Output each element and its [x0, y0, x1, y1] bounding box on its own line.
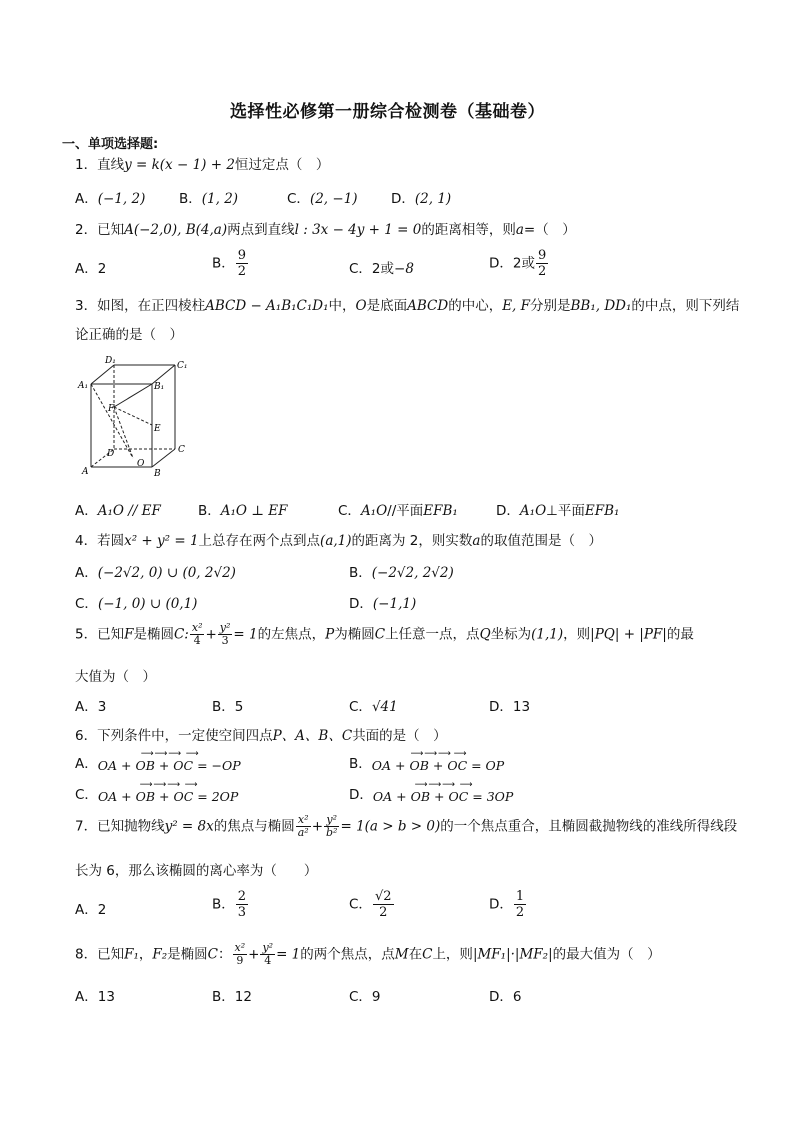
fraction-y2-b2: [324, 814, 339, 839]
fraction: [536, 248, 548, 279]
page-title: 选择性必修第一册综合检测卷（基础卷）: [230, 102, 545, 122]
prism-figure: [75, 352, 195, 480]
q4-option-c[interactable]: [75, 592, 197, 612]
q8-text: 的两个焦点，点: [300, 946, 395, 963]
q5-c: C:: [173, 626, 189, 643]
numerator: y²: [262, 941, 274, 954]
q7-text: 的一个焦点重合，且椭圆截抛物线的准线所得线段: [440, 818, 738, 835]
option-value: EFB₁: [423, 503, 458, 519]
question-4: [75, 529, 602, 549]
denominator: 4: [193, 634, 201, 647]
numerator: x²: [296, 814, 311, 827]
option-letter: D．: [349, 596, 373, 612]
option-text: A．2: [75, 261, 107, 277]
option-letter: B．: [349, 565, 372, 581]
denominator: 9: [236, 954, 244, 967]
option-letter: C．: [349, 699, 372, 715]
q4-option-b[interactable]: [349, 561, 454, 581]
numerator: 1: [515, 889, 525, 904]
option-value: OA + OB + OC = 2OP: [97, 789, 239, 804]
option-value: (−1, 2): [97, 191, 146, 207]
q3-o: O: [355, 298, 367, 314]
q5-p: P: [325, 626, 335, 643]
q5-f: F: [124, 626, 134, 643]
q2-stem: 2．已知: [75, 222, 125, 238]
fraction: [236, 248, 248, 279]
numerator: x²: [191, 621, 203, 634]
fraction-x2-4: [190, 622, 205, 647]
option-letter: C．: [349, 896, 372, 913]
segment-b1f: [114, 384, 152, 407]
option-value: (1, 2): [201, 191, 239, 207]
denominator: 2: [379, 905, 388, 920]
fraction-y2-3: [218, 622, 233, 647]
q8-option-a[interactable]: A．13: [75, 989, 115, 1005]
q4-option-d[interactable]: [349, 592, 416, 612]
q2-end: =（ ）: [523, 222, 576, 238]
arrow-marks: ⟶ ⟶ ⟶ ⟶: [414, 780, 472, 790]
numerator: √2: [374, 889, 392, 904]
question-5-line-1: 5．已知F是椭圆C: $\frac{\text{x²}}{4}$ + $\frac{\text{y²}}{3}$ = 1的左焦点，P为椭圆C上任意一点，点Q坐标为(1,1)，则|PQ| + |PF|的最: [75, 621, 694, 647]
q4-tail: 的取值范围是（ ）: [480, 533, 602, 549]
option-letter: A．: [75, 503, 98, 519]
label-a: A: [82, 467, 89, 477]
q4-mid2: 的距离为 2，则实数: [351, 533, 473, 549]
denominator: b²: [326, 826, 338, 839]
option-letter: A．: [75, 565, 98, 581]
q3-option-b[interactable]: [198, 499, 288, 519]
q5-option-a[interactable]: A．3: [75, 699, 107, 715]
q8-eq: = 1: [276, 946, 301, 963]
q2-option-c[interactable]: [349, 257, 414, 277]
q6-option-c[interactable]: [75, 780, 238, 803]
q4-eq: x² + y² = 1: [124, 533, 199, 549]
q5-text: 为椭圆: [334, 626, 375, 643]
q3-option-d[interactable]: [496, 499, 619, 519]
label-b1: B₁: [154, 382, 165, 392]
option-value: −8: [394, 261, 414, 277]
option-value: (−1,1): [372, 596, 417, 612]
q8-m: M: [394, 946, 409, 963]
option-value: EFB₁: [584, 503, 620, 519]
q5-expr: |PQ| + |PF|: [590, 626, 667, 643]
fraction-x2-a2: [296, 814, 311, 839]
q2-var: a: [515, 222, 524, 238]
option-value: A₁O ⊥ EF: [220, 503, 288, 519]
option-value: OA + OB + OC = −OP: [97, 758, 241, 773]
option-value: A₁O: [360, 503, 388, 519]
question-3-line-2: 论正确的是（ ）: [75, 327, 183, 343]
label-b: B: [154, 469, 161, 479]
q7-eq: y² = 8x: [164, 818, 214, 835]
q7-option-d[interactable]: [489, 889, 527, 920]
denominator: 2: [537, 264, 547, 279]
q2-points: A(−2,0), B(4,a): [124, 222, 228, 238]
q6-option-b[interactable]: [349, 749, 504, 772]
q3-text: 的中心，: [448, 298, 503, 314]
q1-stem: 1．直线: [75, 157, 125, 173]
section-heading: 一、单项选择题:: [62, 137, 159, 152]
option-text: ⊥平面: [546, 503, 585, 519]
q3-text: 分别是: [530, 298, 571, 314]
label-e: E: [154, 424, 161, 434]
option-value: (−1, 0) ∪ (0,1): [97, 596, 198, 612]
q5-option-b[interactable]: B．5: [212, 699, 244, 715]
edge-a1d1: [91, 365, 114, 384]
q2-mid: 两点到直线: [227, 222, 295, 238]
q8-option-b[interactable]: B．12: [212, 989, 252, 1005]
q2-option-b[interactable]: [212, 248, 249, 279]
q3-option-c[interactable]: [338, 499, 458, 519]
denominator: 3: [221, 634, 229, 647]
q5-option-c[interactable]: [349, 695, 398, 715]
q5-text: 坐标为: [490, 626, 532, 643]
arrow-marks: ⟶ ⟶ ⟶ ⟶: [140, 749, 198, 759]
q6-tail: 共面的是（ ）: [352, 728, 447, 744]
denominator: a²: [297, 826, 309, 839]
q8-text: 上，则: [432, 946, 473, 963]
denominator: 2: [237, 264, 247, 279]
q8-option-d[interactable]: D．6: [489, 989, 522, 1005]
q1-tail: 恒过定点（ ）: [234, 157, 330, 173]
q5-text: 的左焦点，: [257, 626, 326, 643]
option-letter: B．: [179, 191, 202, 207]
question-3-line-1: [75, 294, 739, 314]
option-value: (−2√2, 2√2): [371, 565, 454, 581]
q7-text: 的焦点与椭圆: [213, 818, 295, 835]
q8-text: ，: [138, 946, 153, 963]
question-2: [75, 218, 576, 238]
q3-text: 是底面: [366, 298, 408, 314]
q4-var: a: [472, 533, 481, 549]
q5-text: 上任意一点，点: [385, 626, 480, 643]
option-letter: D．: [496, 503, 520, 519]
q8-text: 是椭圆: [167, 946, 208, 963]
q2-option-d[interactable]: [489, 248, 549, 279]
vector-expression: [373, 780, 513, 803]
arrow-marks: ⟶ ⟶ ⟶ ⟶: [139, 780, 197, 790]
q4-stem: 4．若圆: [75, 533, 125, 549]
option-value: A₁O: [519, 503, 547, 519]
option-value: (2, 1): [414, 191, 452, 207]
option-letter: B．: [212, 896, 235, 913]
q4-option-a[interactable]: [75, 561, 236, 581]
option-letter: B．: [349, 756, 372, 772]
label-f: F: [108, 404, 115, 414]
option-value: OA + OB + OC = OP: [371, 758, 505, 773]
option-value: A₁O // EF: [97, 503, 161, 519]
q6-option-a[interactable]: [75, 749, 241, 772]
q5-text: ，则: [563, 626, 591, 643]
q8-text: 8．已知: [75, 946, 125, 963]
q2-tail: 的距离相等，则: [421, 222, 516, 238]
fraction-y2-4: [260, 942, 275, 967]
q8-f1: F₁: [124, 946, 139, 963]
q5-text: 是椭圆: [133, 626, 174, 643]
label-d: D: [107, 449, 115, 459]
vector-expression: [372, 749, 504, 772]
vector-expression: [98, 749, 241, 772]
q8-text: ：: [218, 946, 232, 963]
q4-pt: (a,1): [320, 533, 352, 549]
q6-option-d[interactable]: [349, 780, 513, 803]
option-letter: B．: [198, 503, 221, 519]
option-text: //平面: [387, 503, 424, 519]
question-1: [75, 153, 329, 173]
q5-text: 的最: [666, 626, 694, 643]
segment-a1o: [91, 384, 133, 458]
fraction: [514, 889, 526, 920]
q7-option-b[interactable]: [212, 889, 249, 920]
option-letter: B．: [212, 255, 235, 272]
q5-q: Q: [479, 626, 491, 643]
option-value: √41: [371, 699, 398, 715]
option-letter: D．2或: [489, 255, 535, 272]
label-d1: D₁: [105, 356, 116, 366]
q7-cond: = 1(a > b > 0): [340, 818, 441, 835]
q3-base: ABCD: [407, 298, 449, 314]
q2-option-a[interactable]: [75, 257, 106, 277]
q6-stem: 6．下列条件中，一定使空间四点: [75, 728, 273, 744]
q5-option-d[interactable]: D．13: [489, 699, 531, 715]
q1-option-d[interactable]: [391, 187, 451, 207]
option-letter: A．: [75, 191, 98, 207]
q3-text: 3．如图，在正四棱柱: [75, 298, 206, 314]
numerator: 9: [537, 248, 547, 263]
question-5-line-2: 大值为（ ）: [75, 669, 156, 685]
q4-mid: 上总存在两个点到点: [198, 533, 321, 549]
question-7-line-2: 长为 6，那么该椭圆的离心率为（ ）: [75, 863, 318, 879]
option-value: OA + OB + OC = 3OP: [372, 789, 514, 804]
option-letter: C．: [75, 787, 98, 803]
question-7-line-1: 7．已知抛物线y² = 8x的焦点与椭圆 $\frac{\text{x²}}{\text{a²}}$ + $\frac{\text{y²}}{\text{b²}}$ = 1(a > b > 0)的一个焦点重合，且椭圆截抛物线的准线所得线段: [75, 813, 738, 839]
q7-option-c[interactable]: [349, 889, 395, 920]
option-value: (2, −1): [309, 191, 358, 207]
numerator: 2: [237, 889, 247, 904]
fraction: [236, 889, 248, 920]
option-letter: D．: [489, 896, 513, 913]
q1-equation: y = k(x − 1) + 2: [124, 157, 235, 173]
option-letter: D．: [349, 787, 373, 803]
q7-option-a[interactable]: A．2: [75, 902, 107, 918]
fraction: [373, 889, 394, 920]
label-c: C: [178, 445, 185, 455]
q8-text: 在: [408, 946, 423, 963]
option-letter: C．: [338, 503, 361, 519]
arrow-marks: ⟶ ⟶ ⟶ ⟶: [410, 749, 466, 759]
q3-prism: ABCD − A₁B₁C₁D₁: [205, 298, 329, 314]
q2-line: l : 3x − 4y + 1 = 0: [294, 222, 422, 238]
q8-option-c[interactable]: C．9: [349, 989, 381, 1005]
denominator: 4: [264, 954, 272, 967]
vector-expression: [98, 780, 238, 803]
option-value: (−2√2, 0) ∪ (0, 2√2): [97, 565, 236, 581]
q6-points: P、A、B、C: [272, 728, 353, 744]
q8-f2: F₂: [152, 946, 168, 963]
q5-eq: = 1: [233, 626, 258, 643]
label-c1: C₁: [177, 361, 188, 371]
question-6: [75, 724, 447, 744]
q8-c2: C: [422, 946, 433, 963]
numerator: 9: [237, 248, 247, 263]
q3-option-a[interactable]: [75, 499, 161, 519]
q3-ef: E, F: [502, 298, 531, 314]
option-letter: A．: [75, 756, 98, 772]
fraction-x2-9: [233, 942, 248, 967]
q1-option-c[interactable]: [287, 187, 358, 207]
denominator: 3: [237, 905, 247, 920]
q3-bb: BB₁, DD₁: [570, 298, 632, 314]
denominator: 2: [515, 905, 525, 920]
q8-text: 的最大值为（ ）: [552, 946, 661, 963]
label-a1: A₁: [78, 381, 89, 391]
q1-option-b[interactable]: [179, 187, 238, 207]
q1-option-a[interactable]: [75, 187, 145, 207]
q5-c2: C: [374, 626, 386, 643]
q3-text: 的中点，则下列结: [631, 298, 740, 314]
q5-text: 5．已知: [75, 626, 125, 643]
option-letter: D．: [391, 191, 415, 207]
option-letter: C．2或: [349, 261, 395, 277]
question-8: 8．已知F₁，F₂是椭圆C： $\frac{\text{x²}}{9}$ + $\frac{\text{y²}}{4}$ = 1的两个焦点，点M在C上，则|MF₁|·|MF₂|的最大值为（ ）: [75, 941, 661, 967]
numerator: y²: [324, 814, 339, 827]
option-letter: C．: [75, 596, 98, 612]
edge-bc: [152, 449, 175, 467]
q5-pt: (1,1): [531, 626, 564, 643]
numerator: x²: [234, 941, 246, 954]
numerator: y²: [219, 621, 231, 634]
q3-text: 中，: [328, 298, 356, 314]
label-o: O: [137, 459, 145, 469]
option-letter: C．: [287, 191, 310, 207]
q8-expr: |MF₁|·|MF₂|: [472, 946, 553, 963]
q7-text: 7．已知抛物线: [75, 818, 165, 835]
q8-c: C: [207, 946, 218, 963]
